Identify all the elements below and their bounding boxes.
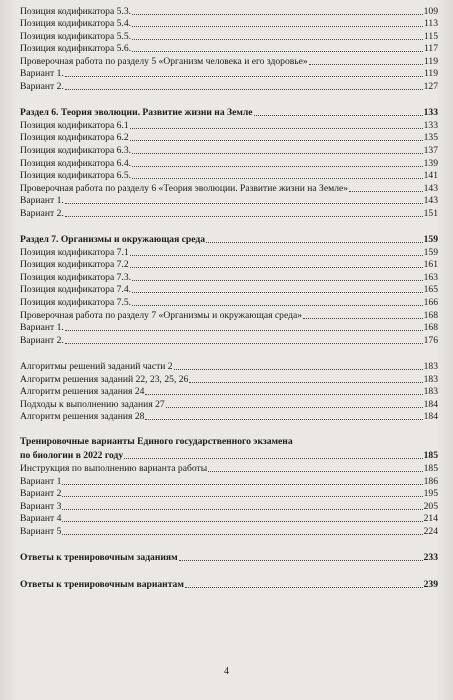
toc-entry-page: 239 [423, 578, 438, 590]
dot-leader [303, 318, 423, 319]
toc-entry-title: Алгоритмы решений заданий части 2 [20, 361, 173, 373]
toc-entry-page: 119 [423, 68, 438, 80]
toc-entry-title: Позиция кодификатора 6.5. [20, 170, 132, 182]
toc-entry-page: 185 [423, 463, 438, 474]
toc-group [20, 360, 438, 423]
toc-entry-title: Позиция кодификатора 5.5. [20, 30, 132, 42]
toc-entry-page: 139 [423, 157, 438, 169]
dot-leader [62, 521, 422, 522]
toc-entry-page: 143 [423, 182, 438, 194]
toc-entry-title: Позиция кодификатора 7.4. [20, 284, 132, 296]
dot-leader [132, 178, 423, 179]
dot-leader [65, 343, 423, 344]
dot-leader [65, 76, 423, 77]
toc-entry[interactable] [20, 233, 438, 246]
toc-entry-title: Ответы к тренировочным вариантам [20, 578, 184, 590]
toc-group [20, 551, 438, 564]
dot-leader [145, 394, 422, 395]
toc-entry-page: 165 [423, 284, 438, 296]
toc-entry[interactable] [20, 169, 438, 182]
toc-entry-page: 113 [423, 18, 438, 30]
toc-entry-title: Позиция кодификатора 7.2 [20, 259, 129, 271]
dot-leader [132, 153, 423, 154]
dot-leader [349, 191, 423, 192]
toc-entry-page: 161 [423, 259, 438, 271]
toc-entry[interactable] [20, 29, 438, 42]
dot-leader [145, 419, 422, 420]
toc-entry-page: 183 [423, 361, 438, 373]
dot-leader [130, 255, 423, 256]
dot-leader [62, 496, 422, 497]
toc-group [20, 233, 438, 346]
toc-group [20, 4, 438, 92]
dot-leader [206, 242, 423, 243]
toc-entry-title: Вариант 2. [20, 334, 64, 346]
dot-leader [130, 140, 423, 141]
toc-entry[interactable] [20, 118, 438, 131]
toc-entry[interactable] [20, 131, 438, 144]
toc-entry-title: Позиция кодификатора 5.4. [20, 18, 132, 30]
dot-leader [65, 203, 423, 204]
toc-entry-title: Вариант 2. [20, 207, 64, 219]
toc-entry[interactable] [20, 551, 438, 564]
dot-leader [132, 305, 423, 306]
toc-entry-page: 151 [423, 207, 438, 219]
toc-entry-page: 185 [423, 450, 438, 462]
dot-leader [132, 166, 423, 167]
toc-entry-title: Вариант 2. [20, 80, 64, 92]
toc-entry[interactable] [20, 295, 438, 308]
dot-leader [65, 330, 423, 331]
dot-leader [166, 407, 423, 408]
toc-entry-page: 168 [423, 309, 438, 321]
toc-entry-page: 117 [423, 43, 438, 55]
toc-entry-title: Позиция кодификатора 7.3. [20, 271, 132, 283]
toc-entry-page: 166 [423, 297, 438, 309]
toc-entry-title: Проверочная работа по разделу 6 «Теория эволюции. Развитие жизни на Земле» [20, 182, 349, 194]
toc-entry-page: 143 [423, 195, 438, 207]
toc-entry-title: Позиция кодификатора 6.2 [20, 132, 129, 144]
toc-entry-title: Проверочная работа по разделу 5 «Организм человека и его здоровье» [20, 55, 308, 67]
dot-leader [132, 292, 423, 293]
toc-entry[interactable] [20, 42, 438, 55]
dot-leader [132, 280, 423, 281]
toc-entry[interactable] [20, 67, 438, 80]
toc-entry-title: Позиция кодификатора 6.4. [20, 157, 132, 169]
toc-entry-title: Вариант 1. [20, 322, 64, 334]
toc-entry[interactable] [20, 17, 438, 30]
toc-entry[interactable] [20, 4, 438, 17]
toc-entry-title: Позиция кодификатора 5.6. [20, 43, 132, 55]
toc-entry-page: 137 [423, 145, 438, 157]
toc-group [20, 577, 438, 590]
dot-leader [65, 89, 423, 90]
toc-entry-title: Вариант 4 [20, 513, 62, 525]
toc-entry-title: Раздел 6. Теория эволюции. Развитие жизни на Земле [20, 107, 253, 119]
dot-leader [130, 267, 423, 268]
dot-leader [62, 534, 422, 535]
toc-entry[interactable] [20, 487, 438, 500]
dot-leader [62, 509, 422, 510]
dot-leader [254, 115, 423, 116]
toc-entry-page: 163 [423, 271, 438, 283]
toc-entry-page: 119 [423, 55, 438, 67]
dot-leader [132, 26, 423, 27]
toc-entry-page: 183 [423, 386, 438, 398]
toc-entry[interactable] [20, 206, 438, 219]
toc-entry-title: Позиция кодификатора 6.1 [20, 119, 129, 131]
toc-entry-title: Подходы к выполнению задания 27 [20, 398, 165, 410]
toc-entry[interactable] [20, 385, 438, 398]
toc-entry-title: Позиция кодификатора 6.3. [20, 145, 132, 157]
toc-entry-page: 224 [423, 525, 438, 537]
toc-entry-page: 184 [423, 411, 438, 423]
toc-entry[interactable] [20, 283, 438, 296]
toc-entry-page: 184 [423, 398, 438, 410]
dot-leader [309, 64, 423, 65]
toc-entry[interactable] [20, 270, 438, 283]
toc-entry-page: 159 [423, 246, 438, 258]
toc-entry-page: 109 [423, 5, 438, 17]
table-of-contents [20, 4, 438, 604]
dot-leader [130, 128, 423, 129]
toc-entry-title: Алгоритм решения задания 28 [20, 411, 145, 423]
toc-entry[interactable] [20, 79, 438, 92]
toc-entry[interactable] [20, 143, 438, 156]
dot-leader [185, 587, 423, 588]
toc-entry[interactable] [20, 308, 438, 321]
toc-entry-title: Вариант 3 [20, 500, 62, 512]
toc-entry[interactable] [20, 524, 438, 537]
toc-group [20, 106, 438, 219]
toc-entry-page: 115 [423, 30, 438, 42]
toc-entry-title: по биологии в 2022 году [20, 450, 124, 462]
toc-entry[interactable] [20, 245, 438, 258]
toc-entry[interactable] [20, 360, 438, 373]
toc-entry[interactable] [20, 156, 438, 169]
toc-entry[interactable] [20, 333, 438, 346]
toc-heading: Тренировочные варианты Единого государственного экзамена [20, 436, 293, 448]
toc-entry-title: Алгоритм решения заданий 22, 23, 25, 26 [20, 373, 189, 385]
toc-entry[interactable] [20, 54, 438, 67]
toc-entry-title: Вариант 2 [20, 488, 62, 500]
toc-entry-page: 159 [423, 234, 438, 246]
toc-entry-page: 133 [423, 107, 438, 119]
page-number: 4 [224, 666, 229, 677]
dot-leader [62, 484, 422, 485]
toc-entry-page: 133 [423, 119, 438, 131]
toc-entry[interactable] [20, 577, 438, 590]
toc-entry-page: 183 [423, 373, 438, 385]
toc-entry-page: 233 [423, 552, 438, 564]
toc-entry-title: Раздел 7. Организмы и окружающая среда [20, 234, 206, 246]
toc-entry-title: Вариант 5 [20, 525, 62, 537]
toc-entry-page: 176 [423, 334, 438, 346]
toc-entry[interactable] [20, 181, 438, 194]
toc-entry-title: Вариант 1 [20, 475, 62, 487]
toc-entry-title: Вариант 1. [20, 195, 64, 207]
toc-entry[interactable] [20, 499, 438, 512]
toc-entry-page: 127 [423, 80, 438, 92]
toc-entry[interactable] [20, 474, 438, 487]
dot-leader [65, 216, 423, 217]
dot-leader [174, 369, 423, 370]
dot-leader [208, 471, 422, 472]
toc-entry-page: 205 [423, 500, 438, 512]
toc-entry[interactable] [20, 321, 438, 334]
toc-entry-title: Алгоритм решения задания 24 [20, 386, 145, 398]
toc-entry-title: Позиция кодификатора 7.1 [20, 246, 129, 258]
dot-leader [132, 14, 423, 15]
toc-entry[interactable] [20, 410, 438, 423]
toc-entry-title: Проверочная работа по разделу 7 «Организмы и окружающая среда» [20, 309, 303, 321]
dot-leader [124, 458, 422, 459]
toc-entry[interactable] [20, 397, 438, 410]
toc-entry[interactable] [20, 258, 438, 271]
toc-entry[interactable] [20, 449, 438, 462]
toc-entry-title: Инструкция по выполнению варианта работы [20, 463, 208, 474]
toc-entry-page: 168 [423, 322, 438, 334]
dot-leader [132, 51, 423, 52]
toc-entry-title: Позиция кодификатора 5.3. [20, 5, 132, 17]
toc-entry[interactable] [20, 512, 438, 525]
toc-entry[interactable] [20, 194, 438, 207]
toc-entry[interactable] [20, 106, 438, 119]
dot-leader [189, 382, 422, 383]
dot-leader [132, 39, 423, 40]
toc-entry[interactable] [20, 372, 438, 385]
toc-entry-page: 214 [423, 513, 438, 525]
dot-leader [179, 560, 423, 561]
toc-entry-page: 135 [423, 132, 438, 144]
toc-entry-page: 186 [423, 475, 438, 487]
toc-group [20, 436, 438, 536]
toc-entry-title: Ответы к тренировочным заданиям [20, 552, 178, 564]
toc-entry-title: Позиция кодификатора 7.5. [20, 297, 132, 309]
toc-entry-page: 195 [423, 488, 438, 500]
toc-entry[interactable] [20, 461, 438, 474]
toc-entry-title: Вариант 1. [20, 68, 64, 80]
toc-entry-page: 141 [423, 170, 438, 182]
